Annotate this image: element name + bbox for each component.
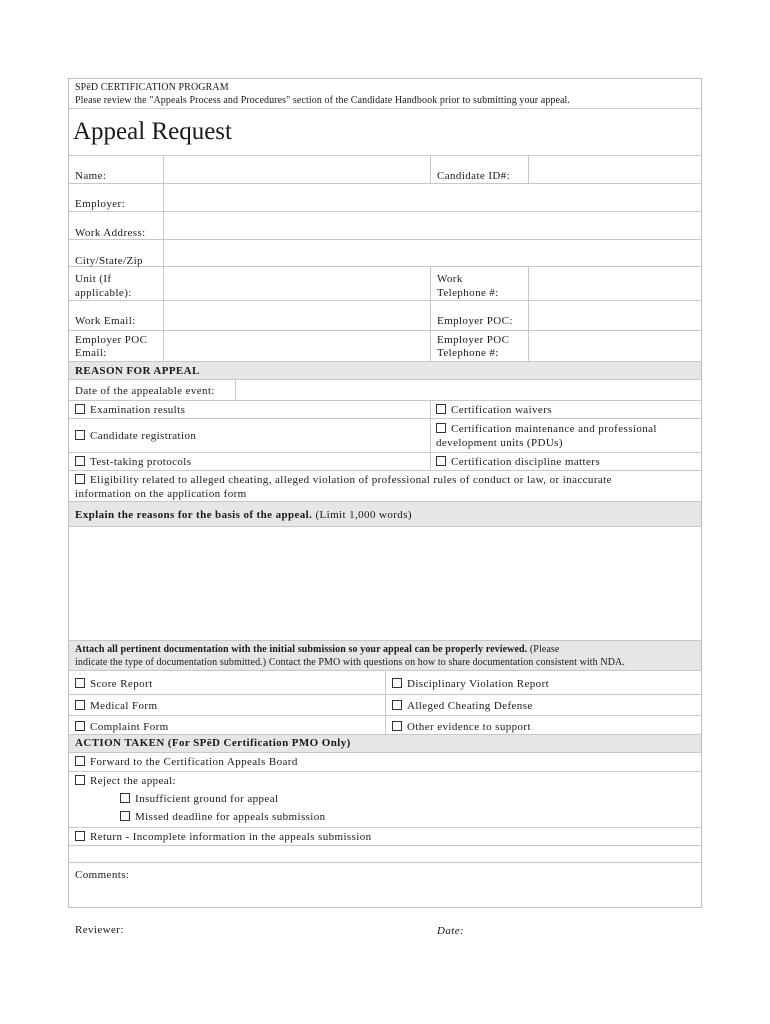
poc-telephone-label-line2: Telephone #: <box>437 347 499 359</box>
reviewer-label: Reviewer: <box>75 924 124 936</box>
attach-heading <box>75 643 559 656</box>
appeal-date-field[interactable] <box>236 380 701 399</box>
column-divider <box>385 670 386 734</box>
reject-insufficient-ground[interactable] <box>120 793 278 806</box>
doc-score-report[interactable] <box>75 678 153 691</box>
appeal-date-label: Date of the appealable event: <box>75 385 215 397</box>
divider <box>68 845 702 846</box>
option-label: Test-taking protocols <box>90 456 192 468</box>
poc-email-label: Employer POC <box>75 334 148 346</box>
work-telephone-field[interactable] <box>529 267 701 299</box>
doc-cheating-defense[interactable] <box>392 700 533 713</box>
candidate-id-label: Candidate ID#: <box>437 170 511 182</box>
checkbox[interactable] <box>75 456 85 466</box>
option-candidate-registration[interactable] <box>75 430 196 443</box>
explanation-textarea[interactable] <box>69 527 701 639</box>
option-label: Complaint Form <box>90 721 169 733</box>
unit-field[interactable] <box>164 267 429 299</box>
option-label: Medical Form <box>90 700 158 712</box>
reviewer-field[interactable] <box>130 920 420 940</box>
checkbox[interactable] <box>75 756 85 766</box>
column-divider <box>430 266 431 361</box>
divider <box>68 827 702 828</box>
checkbox[interactable] <box>75 775 85 785</box>
option-certification-maintenance-line2: development units (PDUs) <box>436 437 563 449</box>
checkbox[interactable] <box>392 721 402 731</box>
option-eligibility[interactable] <box>75 474 612 487</box>
checkbox[interactable] <box>75 700 85 710</box>
divider <box>68 640 702 641</box>
checkbox[interactable] <box>120 793 130 803</box>
work-email-label: Work Email: <box>75 315 136 327</box>
checkbox[interactable] <box>392 678 402 688</box>
divider <box>68 400 702 401</box>
unit-label: Unit (If <box>75 273 112 285</box>
unit-label-line2: applicable): <box>75 287 132 299</box>
name-label: Name: <box>75 170 107 182</box>
option-label: Insufficient ground for appeal <box>135 793 279 805</box>
poc-email-label-line2: Email: <box>75 347 107 359</box>
divider <box>68 361 702 362</box>
divider <box>68 452 702 453</box>
attach-heading-bold: Attach all pertinent documentation with the initial submission so your appeal can be properly reviewed. <box>75 644 528 655</box>
doc-disciplinary-violation[interactable] <box>392 678 549 691</box>
checkbox[interactable] <box>75 404 85 414</box>
city-state-zip-field[interactable] <box>164 240 701 265</box>
action-reject[interactable] <box>75 775 176 788</box>
employer-poc-label: Employer POC: <box>437 315 513 327</box>
option-label: Missed deadline for appeals submission <box>135 811 326 823</box>
option-label: Certification maintenance and professional <box>451 423 657 435</box>
checkbox[interactable] <box>75 430 85 440</box>
option-label: Eligibility related to alleged cheating, alleged violation of professional rules of conduct or law, or inaccurate <box>90 474 612 486</box>
work-email-field[interactable] <box>164 301 429 329</box>
action-return[interactable] <box>75 831 372 844</box>
option-label: Certification waivers <box>451 404 552 416</box>
employer-poc-field[interactable] <box>529 301 701 329</box>
column-divider <box>430 400 431 470</box>
option-examination-results[interactable] <box>75 404 185 417</box>
option-label: Return - Incomplete information in the appeals submission <box>90 831 372 843</box>
option-label: Other evidence to support <box>407 721 531 733</box>
date-field[interactable] <box>470 920 700 940</box>
doc-complaint-form[interactable] <box>75 721 169 734</box>
option-certification-discipline[interactable] <box>436 456 600 469</box>
handbook-instruction: Please review the "Appeals Process and Procedures" section of the Candidate Handbook prior to submitting your appeal. <box>75 95 571 106</box>
city-state-zip-label: City/State/Zip <box>75 255 143 267</box>
work-telephone-label: Work <box>437 273 463 285</box>
comments-label: Comments: <box>75 869 130 881</box>
checkbox[interactable] <box>75 721 85 731</box>
option-label: Certification discipline matters <box>451 456 601 468</box>
action-forward[interactable] <box>75 756 298 769</box>
checkbox[interactable] <box>75 474 85 484</box>
checkbox[interactable] <box>436 404 446 414</box>
option-certification-waivers[interactable] <box>436 404 552 417</box>
explain-heading-bold: Explain the reasons for the basis of the appeal. <box>75 509 313 521</box>
comments-field[interactable] <box>69 863 701 907</box>
action-heading: ACTION TAKEN (For SPēD Certification PMO Only) <box>75 737 351 749</box>
poc-email-field[interactable] <box>164 331 429 360</box>
divider <box>68 752 702 753</box>
option-label: Forward to the Certification Appeals Board <box>90 756 298 768</box>
attach-instruction: indicate the type of documentation submitted.) Contact the PMO with questions on how to share documentation consistent with NDA. <box>75 657 625 668</box>
option-certification-maintenance[interactable] <box>436 423 657 436</box>
option-label: Examination results <box>90 404 186 416</box>
work-address-field[interactable] <box>164 212 701 238</box>
page-title: Appeal Request <box>73 118 232 145</box>
option-test-taking-protocols[interactable] <box>75 456 191 469</box>
attach-heading-rest: (Please <box>527 644 560 655</box>
explain-heading <box>75 509 412 522</box>
reason-heading: REASON FOR APPEAL <box>75 365 200 377</box>
doc-other-evidence[interactable] <box>392 721 531 734</box>
checkbox[interactable] <box>75 831 85 841</box>
checkbox[interactable] <box>436 456 446 466</box>
option-label: Disciplinary Violation Report <box>407 678 550 690</box>
candidate-id-field[interactable] <box>529 156 701 182</box>
work-address-label: Work Address: <box>75 227 146 239</box>
date-label: Date: <box>437 925 465 937</box>
work-telephone-label-line2: Telephone #: <box>437 287 499 299</box>
checkbox[interactable] <box>75 678 85 688</box>
employer-field[interactable] <box>164 184 701 210</box>
checkbox[interactable] <box>120 811 130 821</box>
name-field[interactable] <box>164 156 429 182</box>
poc-telephone-label: Employer POC <box>437 334 510 346</box>
option-label: Score Report <box>90 678 153 690</box>
program-name: SPēD CERTIFICATION PROGRAM <box>75 82 229 93</box>
divider <box>68 470 702 471</box>
divider <box>68 771 702 772</box>
employer-label: Employer: <box>75 198 126 210</box>
explain-heading-limit: (Limit 1,000 words) <box>312 509 412 521</box>
option-label: Candidate registration <box>90 430 197 442</box>
option-eligibility-line2: information on the application form <box>75 488 247 500</box>
option-label: Reject the appeal: <box>90 775 176 787</box>
checkbox[interactable] <box>392 700 402 710</box>
column-divider <box>430 155 431 183</box>
option-label: Alleged Cheating Defense <box>407 700 533 712</box>
divider <box>68 501 702 502</box>
reject-missed-deadline[interactable] <box>120 811 326 824</box>
checkbox[interactable] <box>436 423 446 433</box>
doc-medical-form[interactable] <box>75 700 157 713</box>
divider <box>68 418 702 419</box>
divider <box>68 108 702 109</box>
poc-telephone-field[interactable] <box>529 331 701 360</box>
divider <box>68 734 702 735</box>
